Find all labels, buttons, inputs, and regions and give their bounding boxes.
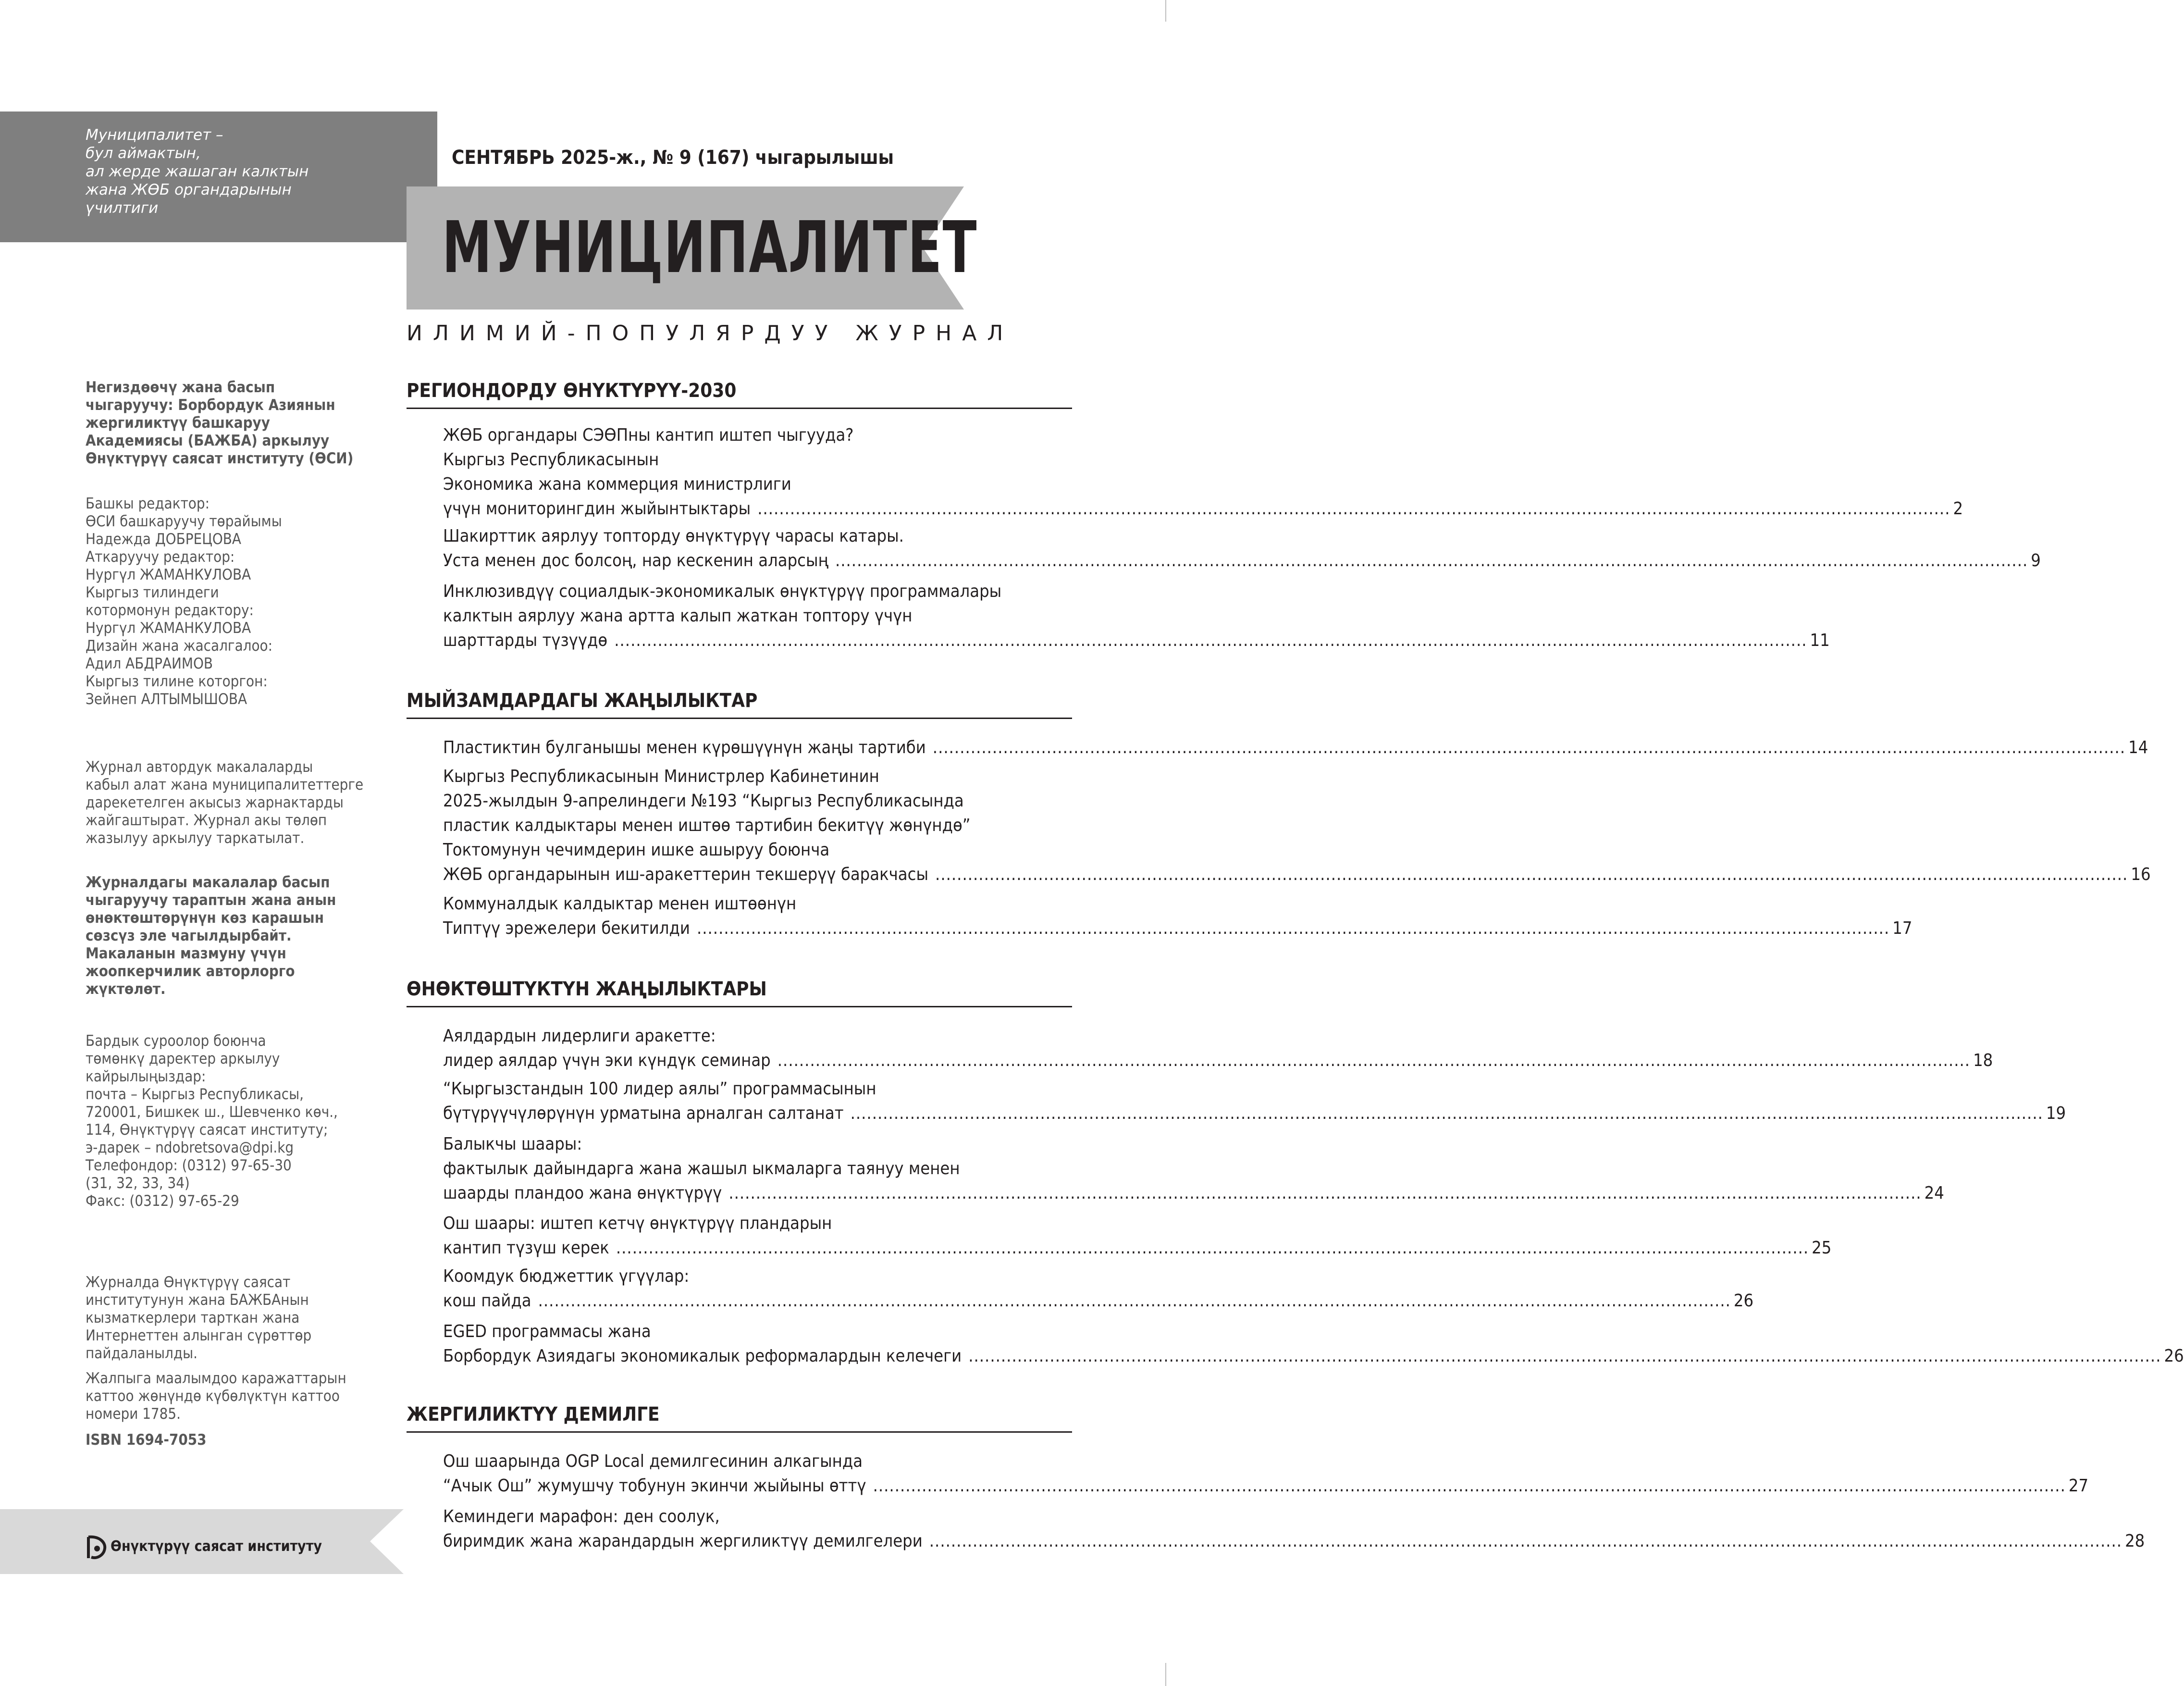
toc-page-number: 2	[1953, 499, 1963, 519]
toc-entry[interactable]	[443, 1132, 1944, 1205]
toc-page-number: 16	[2131, 865, 2151, 884]
toc-section-heading: ӨНӨКТӨШТҮКТҮН ЖАҢЫЛЫКТАРЫ	[407, 978, 767, 1000]
toc-entry-last-line	[443, 1101, 2066, 1126]
toc-entry[interactable]	[443, 892, 1913, 941]
toc-entry-line: ЖӨБ органдары СЭӨПны кантип иштеп чыгууда?	[443, 425, 854, 445]
toc-entry-line: Инклюзивдүү социалдык-экономикалык өнүктүрүү программалары	[443, 582, 1002, 601]
section-rule	[407, 1431, 1072, 1433]
toc-entry[interactable]	[443, 1449, 2089, 1498]
toc-page-number: 14	[2128, 738, 2148, 757]
toc-entry-line: 2025-жылдын 9-апрелиндеги №193 “Кыргыз Республикасында	[443, 791, 964, 811]
toc-page-number: 9	[2031, 551, 2041, 570]
toc-section-heading: МЫЙЗАМДАРДАГЫ ЖАҢЫЛЫКТАР	[407, 690, 758, 712]
toc-entry[interactable]	[443, 524, 2041, 573]
toc-leader-dots: ............................................................................................................................................................................................................................	[616, 1238, 1809, 1258]
toc-page-number: 19	[2046, 1103, 2066, 1123]
crop-mark	[1165, 0, 1166, 22]
toc-entry-line: Ош шаары: иштеп кетчү өнүктүрүү пландарын	[443, 1214, 832, 1233]
toc-entry-line: Коммуналдык калдыктар менен иштөөнүн	[443, 894, 797, 914]
toc-entry-text: үчүн мониторингдин жыйынтыктары	[443, 499, 751, 519]
toc-entry-text: Борбордук Азиядагы экономикалык реформалардын келечеги	[443, 1346, 962, 1366]
photo-credits: Журналда Өнүктүрүү саясат институтунун жана БАЖБАнын кызматкерлери тарткан жана Интернеттен алынган сүрөттөр пайдаланылды.	[86, 1274, 312, 1362]
toc-leader-dots: ............................................................................................................................................................................................................................	[614, 631, 1807, 650]
toc-entry-line: Кыргыз Республикасынын Министрлер Кабинетинин	[443, 767, 879, 786]
toc-entry-line: Кеминдеги марафон: ден соолук,	[443, 1507, 720, 1526]
toc-leader-dots: ............................................................................................................................................................................................................................	[757, 499, 1950, 519]
toc-entry-last-line	[443, 1181, 1944, 1205]
toc-leader-dots: ............................................................................................................................................................................................................................	[968, 1346, 2161, 1366]
journal-title: МУНИЦИПАЛИТЕТ	[442, 206, 978, 289]
toc-entry[interactable]	[443, 1024, 1993, 1073]
toc-page-number: 26	[1733, 1291, 1754, 1311]
toc-page-number: 24	[1924, 1183, 1944, 1203]
toc-leader-dots: ............................................................................................................................................................................................................................	[835, 551, 2028, 570]
toc-section-heading: ЖЕРГИЛИКТҮҮ ДЕМИЛГЕ	[407, 1403, 660, 1426]
dpi-logo-icon	[86, 1534, 108, 1561]
editorial-staff: Башкы редактор: ӨСИ башкаруучу төрайымы Надежда ДОБРЕЦОВА Аткаруучу редактор: Нургүл ЖАМАНКУЛОВА Кыргыз тилиндеги котормонун редактору: Нургүл ЖАМАНКУЛОВА Дизайн жана жасалгалоо: Адил АБДРАИМОВ Кыргыз тилине которгон: Зейнеп АЛТЫМЫШОВА	[86, 495, 282, 708]
section-rule	[407, 408, 1072, 409]
toc-entry-text: Пластиктин булганышы менен күрөшүүнүн жаңы тартиби	[443, 738, 926, 757]
toc-leader-dots: ............................................................................................................................................................................................................................	[850, 1103, 2043, 1123]
toc-entry[interactable]	[443, 1319, 2184, 1368]
toc-page-number: 18	[1973, 1051, 1993, 1070]
toc-entry[interactable]	[443, 579, 1830, 653]
toc-leader-dots: ............................................................................................................................................................................................................................	[935, 865, 2128, 884]
toc-entry-text: лидер аялдар үчүн эки күндүк семинар	[443, 1051, 771, 1070]
toc-page-number: 11	[1810, 631, 1830, 650]
toc-entry-text: шарттарды түзүүдө	[443, 631, 608, 650]
crop-mark	[1165, 1663, 1166, 1686]
toc-entry-line: Кыргыз Республикасынын	[443, 450, 659, 470]
disclaimer: Журналдагы макалалар басып чыгаруучу тараптын жана анын өнөктөштөрүнүн көз карашын сөзсүз эле чагылдырбайт. Макаланын мазмуну үчүн жоопкерчилик авторлорго жүктөлөт.	[86, 874, 336, 998]
toc-entry-line: Балыкчы шаары:	[443, 1134, 582, 1154]
toc-entry-line: Шакирттик аярлуу топторду өнүктүрүү чарасы катары.	[443, 526, 904, 546]
toc-entry-line: фактылык дайындарга жана жашыл ыкмаларга таянуу менен	[443, 1159, 960, 1178]
toc-entry[interactable]	[443, 1211, 1832, 1260]
toc-entry-last-line	[443, 1048, 1993, 1073]
toc-entry[interactable]	[443, 1264, 1754, 1313]
toc-entry-text: Типтүү эрежелери бекитилди	[443, 918, 690, 938]
toc-entry-text: “Ачык Ош” жумушчу тобунун экинчи жыйыны өттү	[443, 1476, 866, 1496]
toc-entry-text: Уста менен дос болсоң, нар кескенин аларсың	[443, 551, 828, 570]
toc-entry[interactable]	[443, 1504, 2145, 1553]
toc-entry-last-line	[443, 1236, 1832, 1260]
toc-entry-last-line	[443, 916, 1913, 941]
toc-entry-text: кош пайда	[443, 1291, 531, 1311]
journal-subtitle: ИЛИМИЙ-ПОПУЛЯРДУУ ЖУРНАЛ	[407, 321, 1014, 346]
toc-entry-line: пластик калдыктары менен иштөө тартибин бекитүү жөнүндө”	[443, 816, 971, 835]
toc-entry[interactable]	[443, 764, 2151, 887]
toc-leader-dots: ............................................................................................................................................................................................................................	[873, 1476, 2066, 1496]
contacts: Бардык суроолор боюнча төмөнкү даректер аркылуу кайрылыңыздар: почта – Кыргыз Республикасы, 720001, Бишкек ш., Шевченко көч., 114, Өнүктүрүү саясат институту; э-дарек – ndobretsova@dpi.kg Телефондор: (0312) 97-65-30 (31, 32, 33, 34) Факс: (0312) 97-65-29	[86, 1032, 338, 1210]
section-rule	[407, 1006, 1072, 1007]
toc-entry-last-line	[443, 1289, 1754, 1313]
tagline: Муниципалитет – бул аймактын, ал жерде жашаган калктын жана ЖӨБ органдарынын үчилтиги	[86, 126, 309, 217]
toc-leader-dots: ............................................................................................................................................................................................................................	[728, 1183, 1922, 1203]
toc-entry-last-line	[443, 496, 1963, 521]
toc-leader-dots: ............................................................................................................................................................................................................................	[929, 1531, 2122, 1551]
toc-section-heading: РЕГИОНДОРДУ ӨНҮКТҮРҮҮ-2030	[407, 380, 737, 402]
toc-entry-line: Токтомунун чечимдерин ишке ашыруу боюнча	[443, 840, 830, 860]
toc-entry-last-line	[443, 862, 2151, 887]
toc-entry[interactable]	[443, 1077, 2066, 1126]
toc-entry-text: ЖӨБ органдарынын иш-аракеттерин текшерүү баракчасы	[443, 865, 929, 884]
founder-info: Негиздөөчү жана басып чыгаруучу: Борбордук Азиянын жергиликтүү башкаруу Академиясы (БАЖБА) аркылуу Өнүктүрүү саясат институту (ӨСИ)	[86, 379, 354, 467]
toc-entry-line: калктын аярлуу жана артта калып жаткан топтору үчүн	[443, 606, 913, 626]
toc-entry-line: Аялдардын лидерлиги аракетте:	[443, 1026, 716, 1046]
toc-entry-text: биримдик жана жарандардын жергиликтүү демилгелери	[443, 1531, 923, 1551]
isbn: ISBN 1694-7053	[86, 1431, 207, 1449]
toc-entry-last-line	[443, 735, 2148, 760]
toc-entry-line: Экономика жана коммерция министрлиги	[443, 474, 791, 494]
toc-page-number: 27	[2068, 1476, 2089, 1496]
registration-info: Жалпыга маалымдоо каражаттарын каттоо жөнүндө күбөлүктүн каттоо номери 1785.	[86, 1370, 346, 1423]
journal-about: Журнал автордук макалаларды кабыл алат жана муниципалитеттерге дарекетелген акысыз жарнактарды жайгаштырат. Журнал акы төлөп жазылуу аркылуу таркатылат.	[86, 758, 364, 847]
toc-entry-text: кантип түзүш керек	[443, 1238, 609, 1258]
toc-page-number: 28	[2125, 1531, 2145, 1551]
dpi-logo-text: Өнүктүрүү саясат институту	[111, 1538, 322, 1555]
toc-entry-last-line	[443, 548, 2041, 573]
toc-page-number: 25	[1812, 1238, 1832, 1258]
section-rule	[407, 718, 1072, 719]
toc-entry-line: EGED программасы жана	[443, 1322, 651, 1341]
toc-entry-line: Ош шаарында OGP Local демилгесинин алкагында	[443, 1451, 863, 1471]
toc-entry-last-line	[443, 1474, 2089, 1498]
toc-page-number: 17	[1892, 918, 1913, 938]
issue-line: СЕНТЯБРЬ 2025-ж., № 9 (167) чыгарылышы	[452, 147, 894, 169]
toc-entry-line: “Кыргызстандын 100 лидер аялы” программасынын	[443, 1079, 876, 1099]
toc-leader-dots: ............................................................................................................................................................................................................................	[538, 1291, 1731, 1311]
toc-leader-dots: ............................................................................................................................................................................................................................	[696, 918, 1890, 938]
toc-entry-last-line	[443, 1529, 2145, 1553]
toc-entry-last-line	[443, 1344, 2184, 1368]
toc-entry-text: бүтүрүүчүлөрүнүн урматына арналган салтанат	[443, 1103, 844, 1123]
toc-leader-dots: ............................................................................................................................................................................................................................	[932, 738, 2126, 757]
toc-leader-dots: ............................................................................................................................................................................................................................	[777, 1051, 1971, 1070]
toc-entry[interactable]	[443, 423, 1963, 521]
toc-page-number: 26	[2164, 1346, 2184, 1366]
toc-entry-last-line	[443, 628, 1830, 653]
toc-entry[interactable]	[443, 735, 2148, 760]
toc-entry-text: шаарды пландоо жана өнүктүрүү	[443, 1183, 722, 1203]
toc-entry-line: Коомдук бюджеттик үгүүлар:	[443, 1266, 690, 1286]
